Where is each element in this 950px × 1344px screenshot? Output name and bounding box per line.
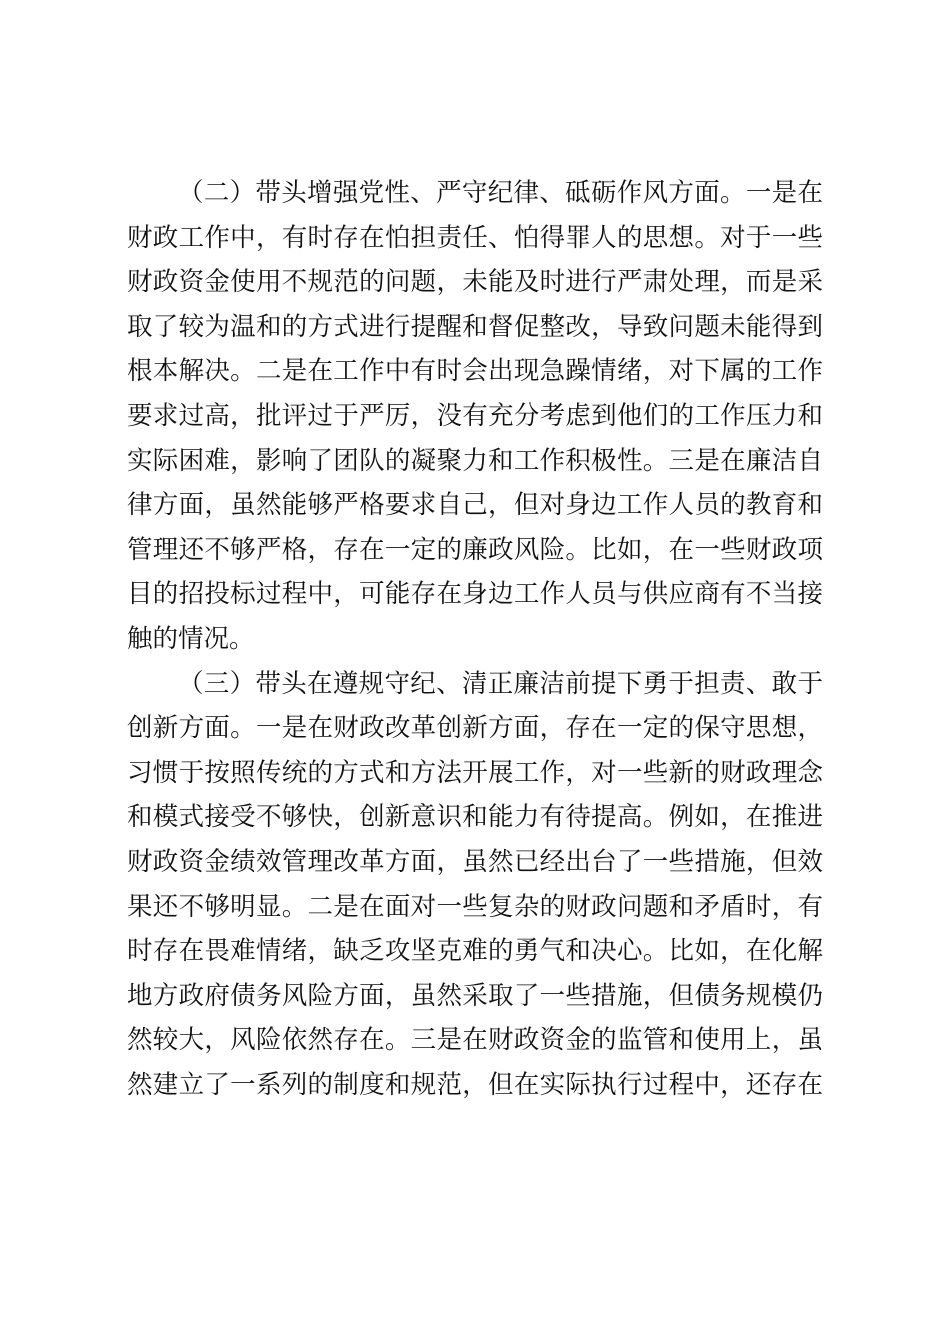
text-line: （二）带头增强党性、严守纪律、砥砺作风方面。一是在: [178, 178, 823, 208]
text-line: 果还不够明显。二是在面对一些复杂的财政问题和矛盾时，有: [127, 891, 823, 922]
text-line: 财政工作中，有时存在怕担责任、怕得罪人的思想。对于一些: [127, 222, 823, 253]
text-line: 财政资金绩效管理改革方面，虽然已经出台了一些措施，但效: [127, 846, 823, 877]
text-line: 取了较为温和的方式进行提醒和督促整改，导致问题未能得到: [127, 311, 823, 342]
text-line: 然较大，风险依然存在。三是在财政资金的监管和使用上，虽: [127, 1025, 823, 1056]
text-line: 目的招投标过程中，可能存在身边工作人员与供应商有不当接: [127, 579, 823, 610]
text-line: 管理还不够严格，存在一定的廉政风险。比如，在一些财政项: [127, 534, 823, 565]
text-line: 律方面，虽然能够严格要求自己，但对身边工作人员的教育和: [127, 490, 823, 521]
text-line: 财政资金使用不规范的问题，未能及时进行严肃处理，而是采: [127, 267, 823, 298]
paragraph: [127, 662, 823, 1108]
document-body: [127, 171, 823, 1107]
text-line: 创新方面。一是在财政改革创新方面，存在一定的保守思想，: [127, 713, 823, 744]
text-line: 根本解决。二是在工作中有时会出现急躁情绪，对下属的工作: [127, 356, 823, 387]
text-line: 时存在畏难情绪，缺乏攻坚克难的勇气和决心。比如，在化解: [127, 936, 823, 967]
text-line: （三）带头在遵规守纪、清正廉洁前提下勇于担责、敢于: [178, 668, 823, 699]
text-line: 实际困难，影响了团队的凝聚力和工作积极性。三是在廉洁自: [127, 445, 823, 476]
text-line: 然建立了一系列的制度和规范，但在实际执行过程中，还存在: [127, 1069, 823, 1100]
text-line: 要求过高，批评过于严厉，没有充分考虑到他们的工作压力和: [127, 400, 823, 431]
text-line: 触的情况。: [127, 623, 255, 654]
paragraph: [127, 171, 823, 662]
text-line: 地方政府债务风险方面，虽然采取了一些措施，但债务规模仍: [127, 980, 823, 1011]
text-line: 和模式接受不够快，创新意识和能力有待提高。例如，在推进: [127, 802, 823, 833]
text-line: 习惯于按照传统的方式和方法开展工作，对一些新的财政理念: [127, 757, 823, 788]
